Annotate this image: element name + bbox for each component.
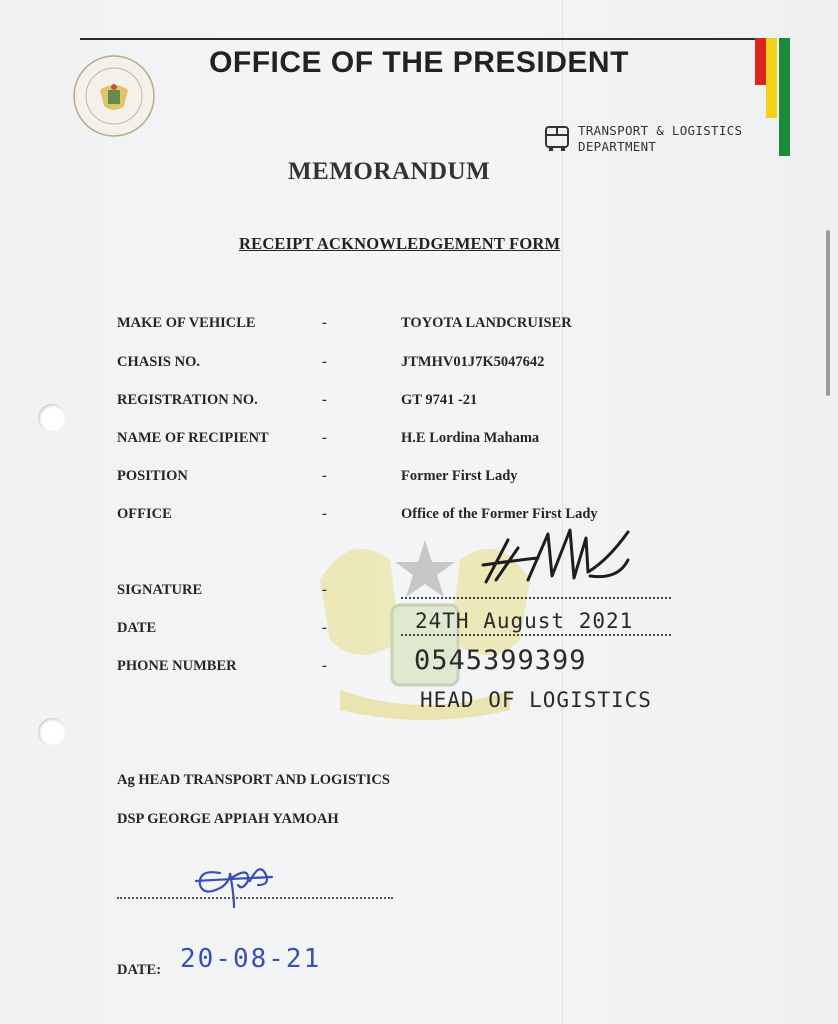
page-title: OFFICE OF THE PRESIDENT xyxy=(209,46,629,79)
footer-date-label: DATE: xyxy=(117,962,162,978)
field-separator: - xyxy=(322,430,327,446)
punch-hole-bottom xyxy=(38,718,66,746)
handwritten-note: HEAD OF LOGISTICS xyxy=(420,688,652,712)
footer-date-value: 20-08-21 xyxy=(180,944,322,974)
department-name xyxy=(578,123,742,155)
recipient-signature-icon xyxy=(478,520,648,600)
field-label-chassis: CHASIS NO. xyxy=(117,354,200,370)
department-line-2: DEPARTMENT xyxy=(578,139,657,154)
field-label-office: OFFICE xyxy=(117,506,172,522)
header-rule xyxy=(80,38,766,40)
field-separator: - xyxy=(322,468,327,484)
field-label-phone: PHONE NUMBER xyxy=(117,658,237,674)
scrollbar-thumb[interactable] xyxy=(826,230,830,396)
field-separator: - xyxy=(322,620,327,636)
department-line-1: TRANSPORT & LOGISTICS xyxy=(578,123,743,138)
field-value-make: TOYOTA LANDCRUISER xyxy=(401,315,572,331)
field-label-make: MAKE OF VEHICLE xyxy=(117,315,256,331)
field-separator: - xyxy=(322,658,327,674)
footer-role: Ag HEAD TRANSPORT AND LOGISTICS xyxy=(117,772,390,788)
field-value-registration: GT 9741 -21 xyxy=(401,392,478,408)
punch-hole-top xyxy=(38,404,66,432)
field-label-recipient: NAME OF RECIPIENT xyxy=(117,430,269,446)
field-separator: - xyxy=(322,392,327,408)
field-separator: - xyxy=(322,315,327,331)
official-signature-icon xyxy=(190,855,280,910)
field-value-chassis: JTMHV01J7K5047642 xyxy=(401,354,545,370)
field-label-registration: REGISTRATION NO. xyxy=(117,392,258,408)
memorandum-heading: MEMORANDUM xyxy=(288,158,491,185)
field-value-recipient: H.E Lordina Mahama xyxy=(401,430,540,446)
handwritten-date: 24TH August 2021 xyxy=(415,609,634,633)
form-title: RECEIPT ACKNOWLEDGEMENT FORM xyxy=(239,234,561,253)
field-separator: - xyxy=(322,582,327,598)
field-label-date: DATE xyxy=(117,620,157,636)
field-label-position: POSITION xyxy=(117,468,188,484)
bus-icon xyxy=(543,124,571,154)
handwritten-phone: 0545399399 xyxy=(414,645,587,676)
signature-line xyxy=(401,597,671,599)
field-separator: - xyxy=(322,354,327,370)
footer-name: DSP GEORGE APPIAH YAMOAH xyxy=(117,811,339,827)
field-value-position: Former First Lady xyxy=(401,468,518,484)
field-separator: - xyxy=(322,506,327,522)
official-signature-line xyxy=(117,897,393,899)
field-label-signature: SIGNATURE xyxy=(117,582,203,598)
field-value-office: Office of the Former First Lady xyxy=(401,506,598,522)
date-line xyxy=(401,634,671,636)
